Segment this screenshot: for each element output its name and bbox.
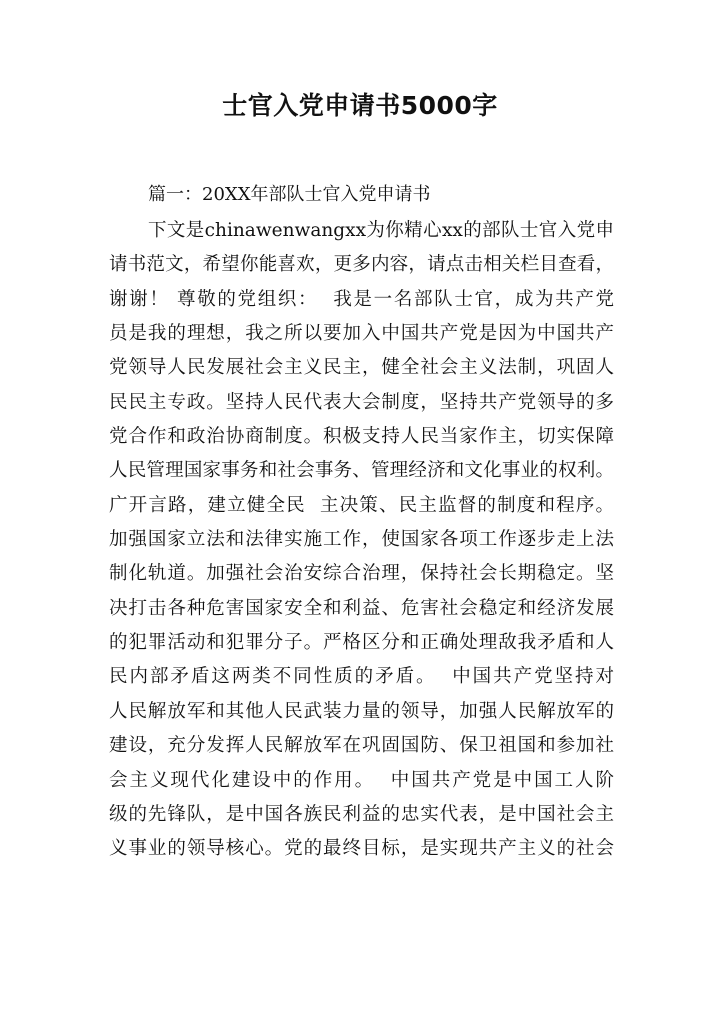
body-line: 党领导人民发展社会主义民主，健全社会主义法制，巩固人 <box>109 357 614 379</box>
body-line: 请书范文，希望你能喜欢，更多内容，请点击相关栏目查看， <box>109 254 614 276</box>
body-line: 人民管理国家事务和社会事务、管理经济和文化事业的权利。 <box>109 460 614 482</box>
body-text <box>109 214 614 867</box>
body-line: 广开言路，建立健全民 主决策、民主监督的制度和程序。 <box>109 494 614 516</box>
document-title: 士官入党申请书5000字 <box>222 91 498 120</box>
body-line: 会主义现代化建设中的作用。 中国共产党是中国工人阶 <box>109 769 614 791</box>
body-line: 级的先锋队，是中国各族民利益的忠实代表，是中国社会主 <box>109 803 614 825</box>
body-line: 民民主专政。坚持人民代表大会制度，坚持共产党领导的多 <box>109 391 614 413</box>
body-line: 建设，充分发挥人民解放军在巩固国防、保卫祖国和参加社 <box>109 735 614 757</box>
body-line: 决打击各种危害国家安全和利益、危害社会稳定和经济发展 <box>109 597 614 619</box>
body-line: 义事业的领导核心。党的最终目标，是实现共产主义的社会 <box>109 838 614 860</box>
body-line: 加强国家立法和法律实施工作，使国家各项工作逐步走上法 <box>109 529 614 551</box>
body-line: 民内部矛盾这两类不同性质的矛盾。 中国共产党坚持对 <box>109 666 614 688</box>
body-line: 的犯罪活动和犯罪分子。严格区分和正确处理敌我矛盾和人 <box>109 632 614 654</box>
body-line: 制化轨道。加强社会治安综合治理，保持社会长期稳定。坚 <box>109 563 614 585</box>
body-line: 员是我的理想，我之所以要加入中国共产党是因为中国共产 <box>109 323 614 345</box>
body-line: 谢谢！ 尊敬的党组织： 我是一名部队士官，成为共产党 <box>109 288 614 310</box>
section-heading: 篇一：20XX年部队士官入党申请书 <box>148 184 431 205</box>
body-line: 党合作和政治协商制度。积极支持人民当家作主，切实保障 <box>109 426 614 448</box>
body-line: 人民解放军和其他人民武装力量的领导，加强人民解放军的 <box>109 700 614 722</box>
body-line: 下文是chinawenwangxx为你精心xx的部队士官入党申 <box>148 220 614 241</box>
